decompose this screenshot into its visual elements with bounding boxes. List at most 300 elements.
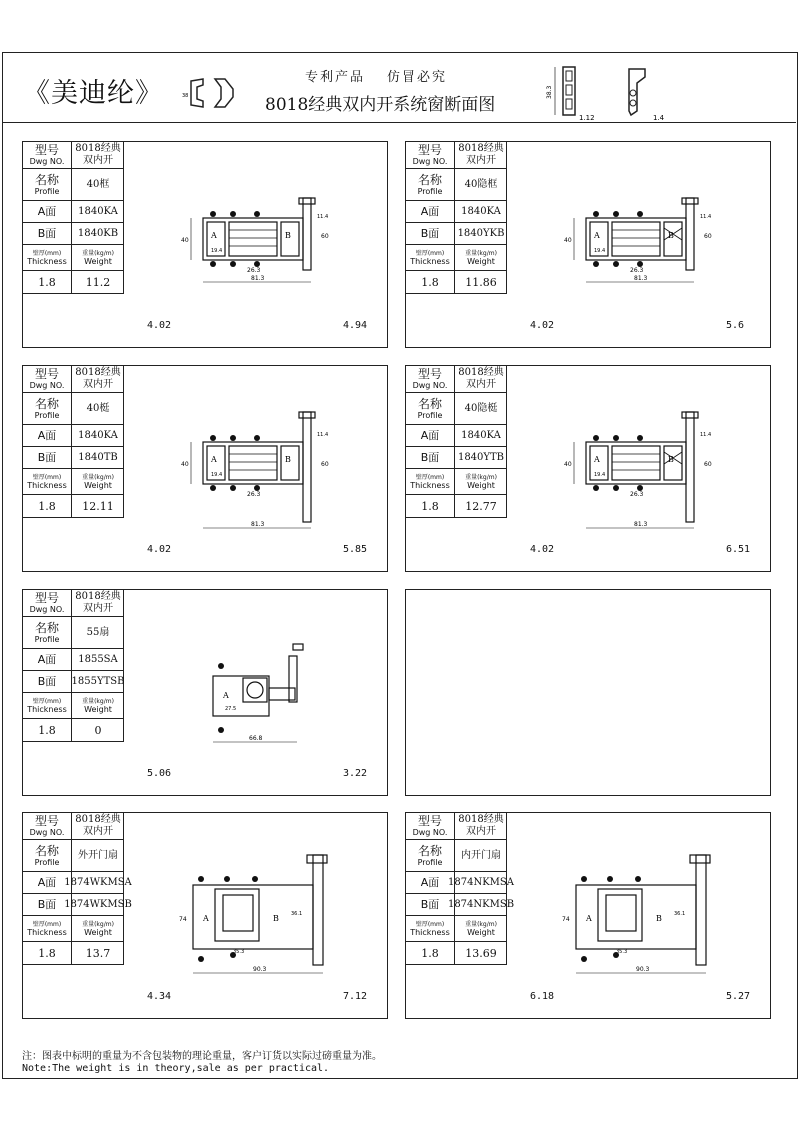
spec-value (455, 245, 507, 270)
thickness-value: 1.8 (38, 276, 56, 289)
a-face-code: 1840KA (78, 429, 118, 441)
spec-label (406, 425, 455, 446)
spec-value (455, 425, 507, 446)
label-b-face: B面 (420, 226, 440, 240)
spec-value (72, 916, 124, 941)
b-face-code: 1840YKB (457, 227, 505, 239)
spec-value (455, 813, 507, 839)
profile-name: 40框 (86, 178, 110, 190)
svg-text:B: B (668, 231, 674, 240)
svg-text:B: B (273, 914, 279, 923)
label-thickness-en: Thickness (410, 927, 450, 937)
svg-text:81.3: 81.3 (634, 521, 648, 528)
spec-value (455, 271, 507, 294)
weight-value: 13.69 (465, 947, 497, 960)
spec-table (23, 590, 124, 742)
a-face-code: 1855SA (78, 653, 118, 665)
label-b-face: B面 (420, 450, 440, 464)
left-dimension: 4.34 (147, 991, 172, 1002)
label-model-en: Dwg NO. (29, 381, 65, 390)
label-thickness-cn: 壁厚(mm) (415, 249, 445, 257)
brand-logo-icon (181, 75, 243, 111)
spec-row-model (23, 366, 124, 393)
section-drawing (173, 849, 373, 979)
label-a-face: A面 (420, 204, 440, 218)
label-name-cn: 名称 (34, 396, 59, 411)
spec-row-a (23, 201, 124, 223)
svg-text:35.3: 35.3 (233, 949, 245, 955)
label-model-en: Dwg NO. (412, 828, 448, 837)
a-face-code: 1840KA (461, 205, 501, 217)
system-title: 8018经典双内开系统窗断面图 (265, 95, 496, 115)
spec-label (406, 169, 455, 200)
spec-row-thick (406, 916, 507, 942)
left-dimension: 4.02 (530, 544, 555, 555)
spec-table (406, 366, 507, 518)
spec-label (406, 447, 455, 468)
spec-row-b (23, 447, 124, 469)
spec-label (23, 719, 72, 742)
spec-label (23, 447, 72, 468)
label-name-en: Profile (34, 634, 60, 644)
spec-row-name (406, 169, 507, 201)
spec-label (23, 142, 72, 168)
spec-value (447, 894, 515, 915)
spec-value (72, 425, 124, 446)
spec-row-a (406, 425, 507, 447)
label-weight-cn: 重量(kg/m) (82, 473, 114, 481)
spec-row-b (406, 447, 507, 469)
spec-row-name (23, 169, 124, 201)
spec-row-b (406, 223, 507, 245)
spec-table (406, 813, 515, 965)
weight-value: 13.7 (85, 947, 111, 960)
model-value: 8018经典 (75, 814, 121, 825)
svg-text:26.3: 26.3 (247, 491, 261, 498)
spec-label (23, 617, 72, 648)
thickness-value: 1.8 (38, 947, 56, 960)
svg-text:B: B (668, 455, 674, 464)
right-dimension: 5.85 (343, 544, 368, 555)
spec-value (455, 447, 507, 468)
spec-label (406, 142, 455, 168)
weight-value: 11.86 (465, 276, 497, 289)
label-thickness-cn: 壁厚(mm) (415, 920, 445, 928)
svg-text:66.8: 66.8 (249, 735, 263, 742)
label-model-en: Dwg NO. (29, 828, 65, 837)
svg-text:11.4: 11.4 (317, 214, 329, 220)
spec-value (72, 617, 124, 648)
svg-text:36.1: 36.1 (674, 911, 686, 917)
section-drawing (556, 178, 756, 308)
svg-text:26.3: 26.3 (630, 491, 644, 498)
right-dimension: 6.51 (726, 544, 751, 555)
b-face-code: 1874WKMSB (64, 898, 132, 910)
spec-value (72, 447, 124, 468)
spec-value (72, 366, 124, 392)
label-weight-en: Weight (467, 927, 495, 937)
left-dimension: 6.18 (530, 991, 555, 1002)
thickness-value: 1.8 (421, 500, 439, 513)
spec-row-model (23, 590, 124, 617)
label-model-cn: 型号 (34, 591, 59, 605)
label-a-face: A面 (37, 875, 57, 889)
spec-label (406, 813, 455, 839)
label-a-face: A面 (37, 652, 57, 666)
spec-row-vals (23, 719, 124, 742)
weight-value: 12.11 (82, 500, 114, 513)
spec-value (72, 469, 124, 494)
svg-text:60: 60 (321, 461, 329, 468)
svg-text:11.4: 11.4 (700, 214, 712, 220)
label-thickness-en: Thickness (27, 704, 67, 714)
left-dimension: 4.02 (530, 320, 555, 331)
spec-label (406, 916, 455, 941)
spec-label (406, 223, 455, 244)
spec-value (455, 942, 507, 965)
model-value: 8018经典 (75, 143, 121, 154)
model-value: 8018经典 (458, 143, 504, 154)
label-model-cn: 型号 (417, 814, 442, 828)
spec-label (406, 495, 455, 518)
svg-text:40: 40 (181, 237, 189, 244)
spec-row-a (406, 872, 514, 894)
svg-text:90.3: 90.3 (253, 966, 267, 973)
label-weight-cn: 重量(kg/m) (465, 249, 497, 257)
label-b-face: B面 (420, 897, 440, 911)
brand-name: 《美迪纶》 (23, 78, 163, 109)
spec-row-b (406, 894, 515, 916)
svg-text:81.3: 81.3 (251, 275, 265, 282)
svg-text:60: 60 (321, 233, 329, 240)
profile-name: 55扇 (86, 626, 110, 638)
spec-value (448, 872, 514, 893)
right-dimension: 5.27 (726, 991, 751, 1002)
slogan-warning: 仿冒必究 (387, 70, 448, 85)
thickness-value: 1.8 (38, 500, 56, 513)
model-value: 8018经典 (458, 814, 504, 825)
spec-table (406, 142, 507, 294)
label-name-cn: 名称 (417, 172, 442, 187)
spec-row-a (406, 201, 507, 223)
spec-value (455, 495, 507, 518)
spec-label (23, 271, 72, 294)
label-model-en: Dwg NO. (29, 605, 65, 614)
spec-row-a (23, 649, 124, 671)
profile-thumb-sash (623, 65, 683, 123)
label-a-face: A面 (37, 428, 57, 442)
label-weight-en: Weight (467, 256, 495, 266)
label-name-en: Profile (34, 410, 60, 420)
spec-row-model (23, 813, 124, 840)
section-drawing (173, 626, 373, 756)
spec-label (23, 495, 72, 518)
spec-row-vals (23, 271, 124, 294)
svg-text:11.4: 11.4 (317, 432, 329, 438)
spec-value (72, 719, 124, 742)
label-weight-en: Weight (84, 480, 112, 490)
svg-text:38.3: 38.3 (546, 85, 553, 99)
patent-slogan (305, 66, 469, 85)
spec-value (72, 169, 124, 200)
svg-text:35.3: 35.3 (616, 949, 628, 955)
spec-value (455, 223, 507, 244)
weight-value: 11.2 (85, 276, 111, 289)
thickness-value: 1.8 (421, 947, 439, 960)
label-model-cn: 型号 (417, 367, 442, 381)
b-face-code: 1840KB (77, 227, 119, 239)
profile-name: 内开门扇 (461, 849, 501, 861)
spec-label (23, 169, 72, 200)
thickness-a-label: 1.12 (579, 114, 595, 122)
svg-text:40: 40 (564, 461, 572, 468)
spec-label (406, 366, 455, 392)
label-a-face: A面 (420, 875, 440, 889)
spec-label (23, 813, 72, 839)
label-b-face: B面 (37, 226, 57, 240)
svg-text:81.3: 81.3 (634, 275, 648, 282)
profile-name: 40隐框 (464, 178, 498, 190)
spec-value (72, 813, 124, 839)
profile-name: 40梃 (86, 402, 110, 414)
svg-text:19.4: 19.4 (594, 248, 606, 254)
label-thickness-en: Thickness (27, 927, 67, 937)
label-a-face: A面 (420, 428, 440, 442)
note-english: Note:The weight is in theory,sale as per practical. (22, 1063, 330, 1074)
spec-label (23, 469, 72, 494)
b-face-code: 1855YTSB (71, 675, 125, 687)
spec-row-vals (406, 942, 507, 965)
label-name-cn: 名称 (34, 620, 59, 635)
label-thickness-cn: 壁厚(mm) (32, 249, 62, 257)
label-a-face: A面 (37, 204, 57, 218)
spec-row-b (23, 671, 124, 693)
spec-row-vals (406, 495, 507, 518)
spec-value (72, 840, 124, 871)
svg-text:B: B (285, 231, 291, 240)
spec-value (64, 894, 132, 915)
spec-row-vals (406, 271, 507, 294)
right-dimension: 3.22 (343, 768, 368, 779)
spec-label (23, 223, 72, 244)
sheet-header (3, 53, 796, 123)
spec-value (72, 590, 124, 616)
a-face-code: 1840KA (461, 429, 501, 441)
svg-text:B: B (656, 914, 662, 923)
label-thickness-en: Thickness (410, 256, 450, 266)
thickness-b-label: 1.4 (653, 114, 665, 122)
spec-value (455, 916, 507, 941)
model-value-2: 双内开 (83, 379, 113, 390)
svg-text:60: 60 (704, 233, 712, 240)
spec-value (72, 201, 124, 222)
section-drawing (556, 849, 756, 979)
profile-thumb-frame (543, 65, 613, 123)
profile-panel (405, 812, 771, 1019)
spec-value (72, 495, 124, 518)
label-thickness-en: Thickness (410, 480, 450, 490)
spec-value (72, 245, 124, 270)
spec-value (72, 942, 124, 965)
section-drawing (173, 178, 373, 308)
spec-row-thick (406, 469, 507, 495)
svg-text:81.3: 81.3 (251, 521, 265, 528)
label-weight-cn: 重量(kg/m) (465, 920, 497, 928)
spec-value (72, 142, 124, 168)
right-dimension: 7.12 (343, 991, 368, 1002)
spec-value (72, 693, 124, 718)
spec-label (23, 916, 72, 941)
spec-label (23, 693, 72, 718)
svg-text:A: A (594, 455, 600, 464)
label-thickness-cn: 壁厚(mm) (32, 697, 62, 705)
spec-label (406, 840, 455, 871)
spec-label (406, 245, 455, 270)
spec-label (23, 201, 72, 222)
label-weight-cn: 重量(kg/m) (82, 920, 114, 928)
spec-label (406, 393, 455, 424)
svg-text:A: A (586, 914, 592, 923)
thickness-value: 1.8 (38, 724, 56, 737)
model-value: 8018经典 (75, 591, 121, 602)
label-thickness-cn: 壁厚(mm) (32, 920, 62, 928)
spec-row-model (406, 142, 507, 169)
spec-label (23, 245, 72, 270)
spec-table (23, 813, 132, 965)
svg-text:A: A (211, 231, 217, 240)
spec-label (23, 649, 72, 670)
left-dimension: 4.02 (147, 544, 172, 555)
label-name-en: Profile (417, 410, 443, 420)
spec-value (72, 649, 124, 670)
svg-text:40: 40 (181, 461, 189, 468)
label-b-face: B面 (37, 674, 57, 688)
spec-label (23, 840, 72, 871)
profile-name: 40隐梃 (464, 402, 498, 414)
spec-value (72, 271, 124, 294)
spec-label (23, 393, 72, 424)
spec-row-name (23, 617, 124, 649)
label-thickness-en: Thickness (27, 480, 67, 490)
spec-label (406, 201, 455, 222)
empty-panel (405, 589, 771, 796)
profile-panel (22, 812, 388, 1019)
spec-row-thick (23, 916, 124, 942)
spec-row-model (406, 813, 507, 840)
a-face-code: 1874NKMSA (448, 876, 514, 888)
spec-row-thick (23, 693, 124, 719)
spec-row-a (23, 872, 132, 894)
left-dimension: 5.06 (147, 768, 172, 779)
model-value: 8018经典 (75, 367, 121, 378)
label-model-en: Dwg NO. (29, 157, 65, 166)
weight-value: 0 (94, 724, 102, 737)
spec-value (455, 366, 507, 392)
spec-value (72, 223, 124, 244)
label-name-cn: 名称 (417, 843, 442, 858)
spec-row-model (23, 142, 124, 169)
label-model-cn: 型号 (34, 814, 59, 828)
svg-text:B: B (285, 455, 291, 464)
spec-label (23, 366, 72, 392)
spec-row-a (23, 425, 124, 447)
spec-row-thick (406, 245, 507, 271)
spec-row-thick (23, 469, 124, 495)
spec-label (23, 590, 72, 616)
label-name-cn: 名称 (34, 172, 59, 187)
svg-text:38: 38 (182, 93, 189, 99)
spec-value (64, 872, 132, 893)
spec-table (23, 366, 124, 518)
spec-value (455, 169, 507, 200)
slogan-patent: 专利产品 (305, 70, 366, 85)
spec-row-model (406, 366, 507, 393)
left-dimension: 4.02 (147, 320, 172, 331)
spec-row-vals (23, 495, 124, 518)
label-model-cn: 型号 (34, 143, 59, 157)
label-name-en: Profile (34, 857, 60, 867)
model-value-2: 双内开 (466, 826, 496, 837)
svg-text:36.1: 36.1 (291, 911, 303, 917)
spec-value (455, 393, 507, 424)
label-thickness-cn: 壁厚(mm) (32, 473, 62, 481)
svg-text:19.4: 19.4 (211, 248, 223, 254)
spec-value (455, 469, 507, 494)
svg-text:19.4: 19.4 (594, 472, 606, 478)
label-b-face: B面 (37, 450, 57, 464)
spec-row-vals (23, 942, 124, 965)
label-b-face: B面 (37, 897, 57, 911)
spec-value (455, 840, 507, 871)
svg-text:74: 74 (179, 916, 187, 923)
spec-row-b (23, 223, 124, 245)
label-weight-cn: 重量(kg/m) (465, 473, 497, 481)
svg-text:27.5: 27.5 (225, 706, 237, 712)
svg-text:A: A (223, 691, 229, 700)
spec-label (23, 671, 72, 692)
label-name-en: Profile (417, 857, 443, 867)
profile-panel (22, 141, 388, 348)
spec-label (406, 469, 455, 494)
profile-panel (22, 589, 388, 796)
label-name-en: Profile (417, 186, 443, 196)
label-weight-en: Weight (467, 480, 495, 490)
model-value-2: 双内开 (83, 603, 113, 614)
spec-row-name (23, 393, 124, 425)
model-value-2: 双内开 (83, 155, 113, 166)
svg-text:74: 74 (562, 916, 570, 923)
label-weight-en: Weight (84, 704, 112, 714)
model-value-2: 双内开 (466, 379, 496, 390)
label-weight-cn: 重量(kg/m) (82, 249, 114, 257)
label-name-cn: 名称 (417, 396, 442, 411)
spec-value (72, 393, 124, 424)
b-face-code: 1874NKMSB (447, 898, 515, 910)
label-name-en: Profile (34, 186, 60, 196)
spec-row-name (406, 840, 507, 872)
svg-text:A: A (211, 455, 217, 464)
label-weight-cn: 重量(kg/m) (82, 697, 114, 705)
label-weight-en: Weight (84, 927, 112, 937)
label-name-cn: 名称 (34, 843, 59, 858)
svg-text:19.4: 19.4 (211, 472, 223, 478)
a-face-code: 1840KA (78, 205, 118, 217)
profile-panel (405, 365, 771, 572)
svg-text:A: A (203, 914, 209, 923)
spec-table (23, 142, 124, 294)
model-value-2: 双内开 (83, 826, 113, 837)
note-chinese: 注：图表中标明的重量为不含包装物的理论重量，客户订货以实际过磅重量为准。 (22, 1051, 382, 1062)
